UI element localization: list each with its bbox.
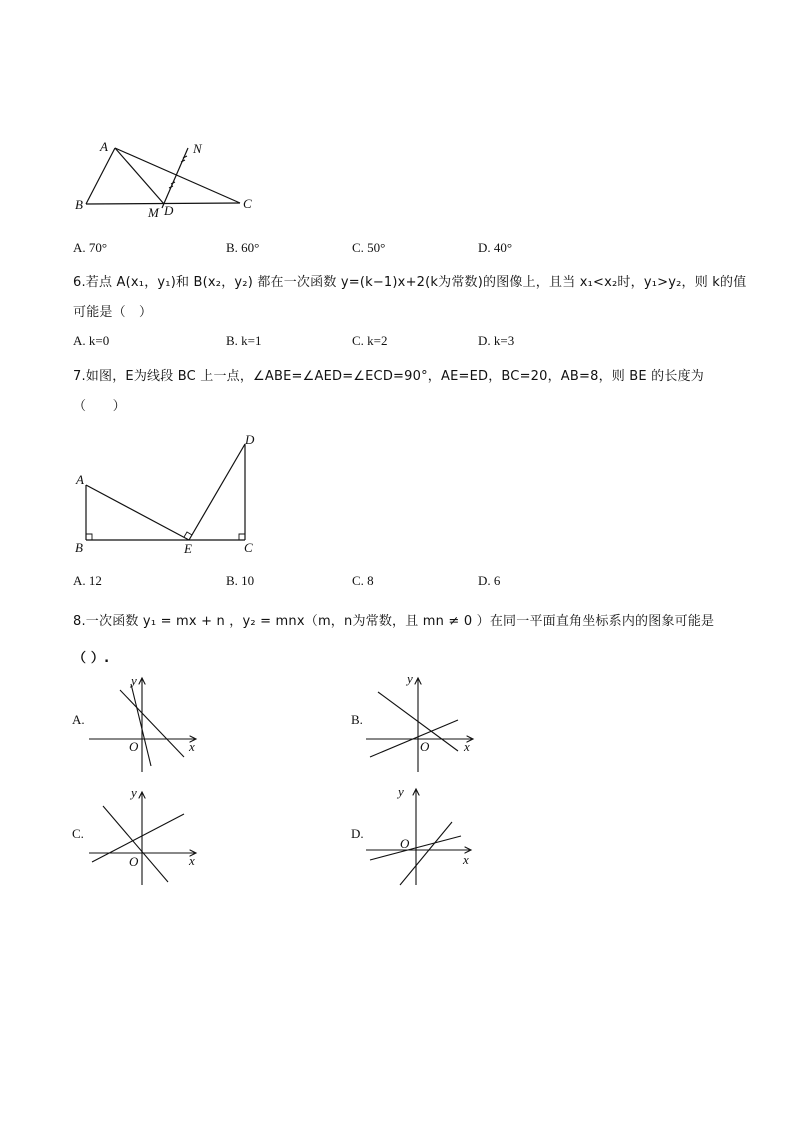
q8-graph-d-option-label: D. <box>351 826 364 841</box>
q6-option-c[interactable]: C. k=2 <box>352 333 388 348</box>
q8-graph-c[interactable] <box>72 785 196 885</box>
q5-option-d[interactable]: D. 40° <box>478 240 513 255</box>
q8-graph-b-option-label: B. <box>351 712 363 727</box>
q6-option-b[interactable]: B. k=1 <box>226 333 262 348</box>
q7-stem-line1: 7.如图，E为线段 BC 上一点，∠ABE=∠AED=∠ECD=90°，AE=ED，BC=20，AB=8，则 BE 的长度为 <box>73 369 704 384</box>
q5-label-B: B <box>75 197 83 212</box>
q6-option-d[interactable]: D. k=3 <box>478 333 515 348</box>
q5-label-D: D <box>164 203 174 218</box>
q5-option-b[interactable]: B. 60° <box>226 240 260 255</box>
q7-stem-line2: （ ） <box>73 399 126 414</box>
q5-label-C: C <box>243 196 252 211</box>
q8-graph-a-x-label: x <box>189 739 195 754</box>
q7-label-D: D <box>245 432 255 447</box>
q8-graph-b[interactable] <box>351 671 473 772</box>
q7-option-c[interactable]: C. 8 <box>352 573 374 588</box>
q8-graph-d-origin-label: O <box>400 836 410 851</box>
q8-graph-d-y-label: y <box>398 784 404 799</box>
q8-graph-b-x-label: x <box>464 739 470 754</box>
q8-graph-b-origin-label: O <box>420 739 430 754</box>
q8-graph-c-x-label: x <box>189 853 195 868</box>
q8-graph-a-origin-label: O <box>129 739 139 754</box>
q8-graph-d[interactable] <box>351 784 471 885</box>
q8-graph-c-origin-label: O <box>129 854 139 869</box>
q8-graph-d-line-2 <box>400 822 452 885</box>
q8-graph-c-line-1 <box>103 806 168 882</box>
q8-graph-a-option-label: A. <box>72 712 85 727</box>
q7-label-A: A <box>76 472 84 487</box>
q8-graph-a-y-label: y <box>131 673 137 688</box>
q8-graph-c-option-label: C. <box>72 826 84 841</box>
q7-option-d[interactable]: D. 6 <box>478 573 501 588</box>
q6-stem-line1: 6.若点 A(x₁，y₁)和 B(x₂，y₂) 都在一次函数 y=(k−1)x+2(k为常数)的图像上，且当 x₁<x₂时，y₁>y₂，则 k的值 <box>73 275 747 290</box>
q6-stem-line2: 可能是（ ） <box>73 305 153 320</box>
q8-graph-a[interactable] <box>72 673 196 772</box>
q5-label-A: A <box>100 139 108 154</box>
q7-label-C: C <box>244 540 253 555</box>
q5-option-a[interactable]: A. 70° <box>73 240 108 255</box>
q6-option-a[interactable]: A. k=0 <box>73 333 110 348</box>
q8-stem-line2: （ ）. <box>73 651 110 666</box>
q8-graph-b-y-label: y <box>407 671 413 686</box>
q7-option-a[interactable]: A. 12 <box>73 573 102 588</box>
q7-option-b[interactable]: B. 10 <box>226 573 255 588</box>
q5-option-c[interactable]: C. 50° <box>352 240 386 255</box>
q8-stem-line1: 8.一次函数 y₁ = mx + n ，y₂ = mnx（m，n为常数，且 mn ≠ 0 ）在同一平面直角坐标系内的图象可能是 <box>73 614 715 629</box>
q8-graph-c-y-label: y <box>131 785 137 800</box>
q7-label-B: B <box>75 540 83 555</box>
q5-label-M: M <box>148 205 159 220</box>
q5-label-N: N <box>193 141 202 156</box>
q8-graph-d-x-label: x <box>463 852 469 867</box>
q7-label-E: E <box>184 541 192 556</box>
